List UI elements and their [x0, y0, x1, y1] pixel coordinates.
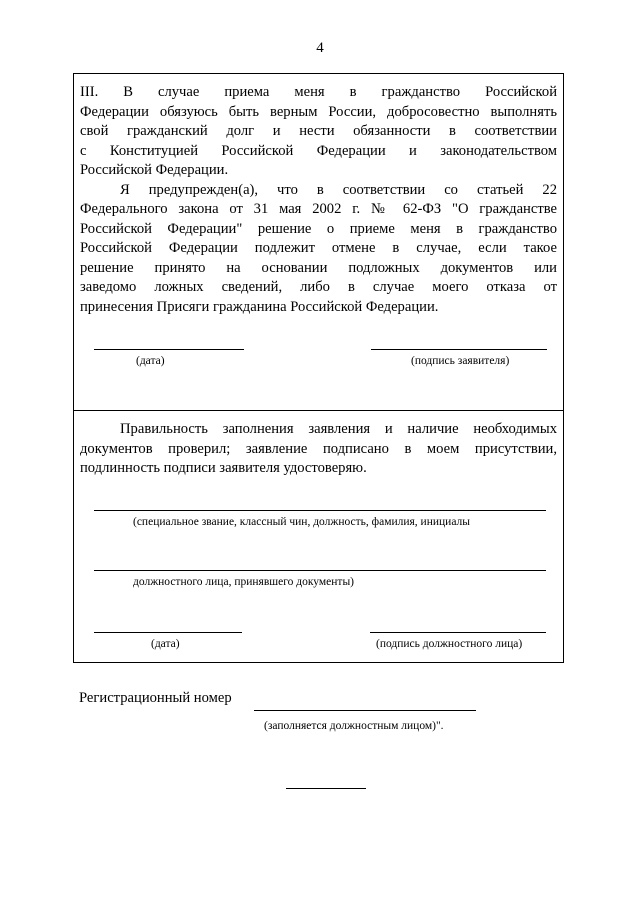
end-rule: [286, 788, 366, 789]
registration-number-label: Регистрационный номер: [79, 690, 232, 706]
warning-line-1: Я предупрежден(а), что в соответствии со статьей 22: [120, 181, 557, 198]
section-3-line-2: Федерации обязуюсь быть верным России, добросовестно выполнять: [80, 103, 557, 120]
official-details-field-1[interactable]: [94, 510, 546, 511]
official-date-field[interactable]: [94, 632, 242, 633]
verification-line-3: подлинность подписи заявителя удостоверяю.: [80, 460, 367, 476]
official-caption-line-1: (специальное звание, классный чин, должность, фамилия, инициалы: [133, 516, 471, 528]
warning-line-3: Российской Федерации" решение о приеме меня в гражданство: [80, 220, 557, 237]
section-3-line-4: с Конституцией Российской Федерации и законодательством: [80, 142, 557, 159]
verification-line-1: Правильность заполнения заявления и наличие необходимых: [120, 421, 557, 437]
warning-line-4: Российской Федерации подлежит отмене в случае, если такое: [80, 240, 557, 256]
official-signature-caption: (подпись должностного лица): [376, 638, 523, 650]
verification-line-2: документов проверил; заявление подписано в моем присутствии,: [80, 440, 557, 457]
official-signature-field[interactable]: [370, 632, 546, 633]
official-date-caption: (дата): [151, 638, 180, 650]
section-3-line-3: свой гражданский долг и нести обязанности в соответствии: [80, 123, 557, 139]
applicant-signature-field[interactable]: [371, 349, 547, 350]
application-form-box: [73, 73, 564, 663]
warning-line-7: принесения Присяги гражданина Российской Федерации.: [80, 298, 439, 315]
section-3-line-5: Российской Федерации.: [80, 162, 229, 178]
registration-number-caption: (заполняется должностным лицом)".: [264, 720, 444, 732]
warning-line-5: решение принято на основании подложных документов или: [80, 259, 557, 276]
registration-number-field[interactable]: [254, 710, 476, 711]
section-3-line-1: III. В случае приема меня в гражданство Российской: [80, 84, 557, 100]
applicant-date-field[interactable]: [94, 349, 244, 350]
official-caption-line-2: должностного лица, принявшего документы): [133, 576, 355, 588]
warning-line-6: заведомо ложных сведений, либо в случае моего отказа от: [80, 279, 557, 295]
page-number: 4: [316, 40, 324, 56]
applicant-signature-caption: (подпись заявителя): [411, 355, 510, 367]
section-divider: [74, 410, 563, 411]
warning-line-2: Федерального закона от 31 мая 2002 г. № 62-ФЗ "О гражданстве: [80, 201, 557, 217]
official-details-field-2[interactable]: [94, 570, 546, 571]
applicant-date-caption: (дата): [136, 355, 165, 367]
